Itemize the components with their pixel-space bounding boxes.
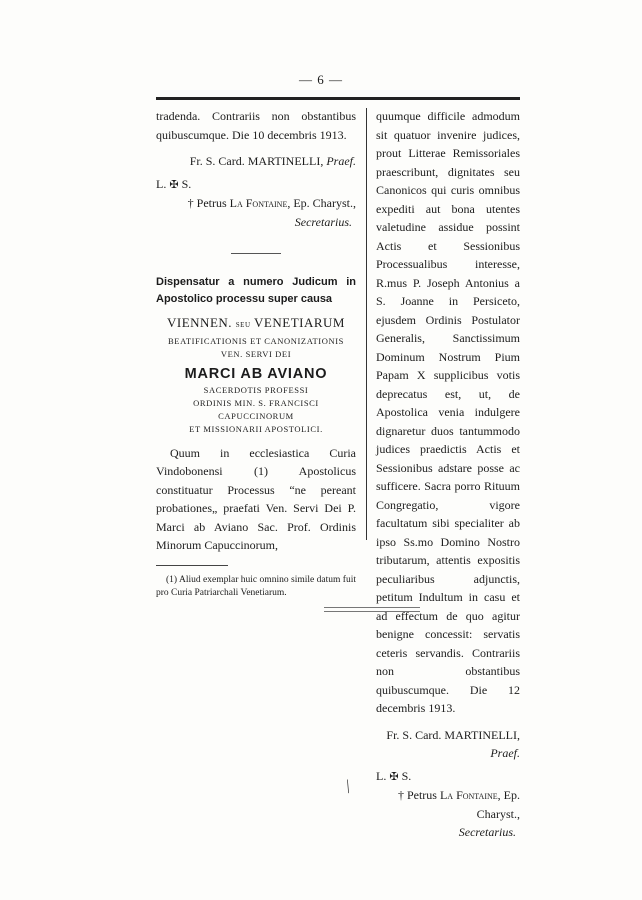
footnote: (1) Aliud exemplar huic omnino simile datum fuit pro Curia Patriarchali Venetiarum. xyxy=(156,574,356,598)
ls-letter-l-right: L. xyxy=(376,768,387,783)
secretary-surname: La Fontaine xyxy=(229,196,288,210)
maltese-cross-icon: ✠ xyxy=(389,770,399,783)
diocese-vienna: VIENNEN. xyxy=(167,315,233,330)
prefect-role: Praef. xyxy=(326,154,356,168)
diocese-conjunction: seu xyxy=(235,319,251,330)
prefect-name: Fr. S. Card. MARTINELLI, xyxy=(189,154,324,168)
beatification-line: BEATIFICATIONIS ET CANONIZATIONIS xyxy=(168,335,344,346)
secretary-first-name: Petrus xyxy=(196,196,227,210)
stray-mark: ⟍ xyxy=(338,778,356,797)
decree-title: Dispensatur a numero Judicum in Apostolico processu super causa xyxy=(156,276,356,305)
sacerdotis-line: SACERDOTIS PROFESSI xyxy=(203,384,309,395)
locus-sigilli xyxy=(156,175,356,195)
dagger-icon: † xyxy=(397,788,404,802)
ls-letter-l: L. xyxy=(156,176,167,191)
locus-sigilli-right xyxy=(376,767,520,787)
secretary-title-right: , Ep. Charyst., xyxy=(476,788,520,821)
secretary-role-text-right: Secretarius. xyxy=(458,825,516,839)
closing-rules xyxy=(324,607,420,613)
diocese-line xyxy=(156,314,356,335)
header-rule xyxy=(156,97,520,100)
continuation-text: tradenda. Contrariis non obstantibus quibuscumque. Die 10 decembris 1913. xyxy=(156,109,356,142)
secretary-first-name-right: Petrus xyxy=(406,788,437,802)
secretary-surname-right: La Fontaine xyxy=(439,788,498,802)
servant-name: MARCI AB AVIANO xyxy=(184,365,328,382)
secretary-role-text: Secretarius. xyxy=(294,214,352,229)
signature-prefect-right xyxy=(376,726,520,763)
right-body-text: quumque difficile admodum sit quatuor invenire judices, prout Litterae Remissoriales praescribunt, dignitates seu Canonicos qui curis omnibus expediti aut bona utentes valetudine assidue possint Actis et Sessionibus Processualibus interesse, R.mus P. Joseph Antonius a S. Joanne in Persiceto, ejusdem Ordinis Postulator Generalis, Sanctissimum Dominum Nostrum Pium Papam X supplicibus votis deprecatus est, ut, de Apostolica venia indulgere dignaretur duos tantummodo judices praedictis Actis et Sessionibus adstare posse ac sufficere. Sacra porro Rituum Congregatio, vigore facultatum sibi specialiter ab ipso Ss.mo Domino Nostro tributarum, attentis expositis peculiaribus adjunctis, petitum Indultum in casu et ad effectum de quo agitur benigne concessit: servatis ceteris servandis. Contrariis non obstantibus quibuscumque. Die 12 decembris 1913. xyxy=(376,109,520,715)
column-divider xyxy=(366,108,367,540)
page-number: — 6 — xyxy=(299,72,343,87)
left-column xyxy=(156,107,356,600)
maltese-cross-icon: ✠ xyxy=(169,178,179,191)
secretary-title: , Ep. Charyst., xyxy=(287,196,356,210)
ordinis-line: ORDINIS MIN. S. FRANCISCI CAPUCCINORUM xyxy=(193,397,319,421)
signature-secretary xyxy=(156,194,356,213)
diocese-venice: VENETIARUM xyxy=(254,315,345,330)
prefect-role-right: Praef. xyxy=(490,746,520,760)
secretary-role-right xyxy=(376,823,520,842)
ven-servi-line: VEN. SERVI DEI xyxy=(220,348,292,359)
dagger-icon: † xyxy=(187,196,194,210)
signature-secretary-right xyxy=(376,786,520,823)
secretary-role xyxy=(156,213,356,232)
ls-letter-s: S. xyxy=(181,176,192,191)
footnote-rule xyxy=(156,565,228,566)
ls-letter-s-right: S. xyxy=(401,768,412,783)
right-column xyxy=(376,107,520,842)
prefect-name-right: Fr. S. Card. MARTINELLI, xyxy=(386,727,520,742)
signature-prefect xyxy=(156,152,356,171)
missionarii-line: ET MISSIONARII APOSTOLICI. xyxy=(189,423,323,434)
section-rule xyxy=(231,253,281,254)
left-body-text: Quum in ecclesiastica Curia Vindobonensi (1) Apostolicus constituatur Processus “ne pereant probationes„ praefati Ven. Servi Dei P. Marci ab Aviano Sac. Prof. Ordinis Minorum Capuccinorum, xyxy=(156,445,356,552)
